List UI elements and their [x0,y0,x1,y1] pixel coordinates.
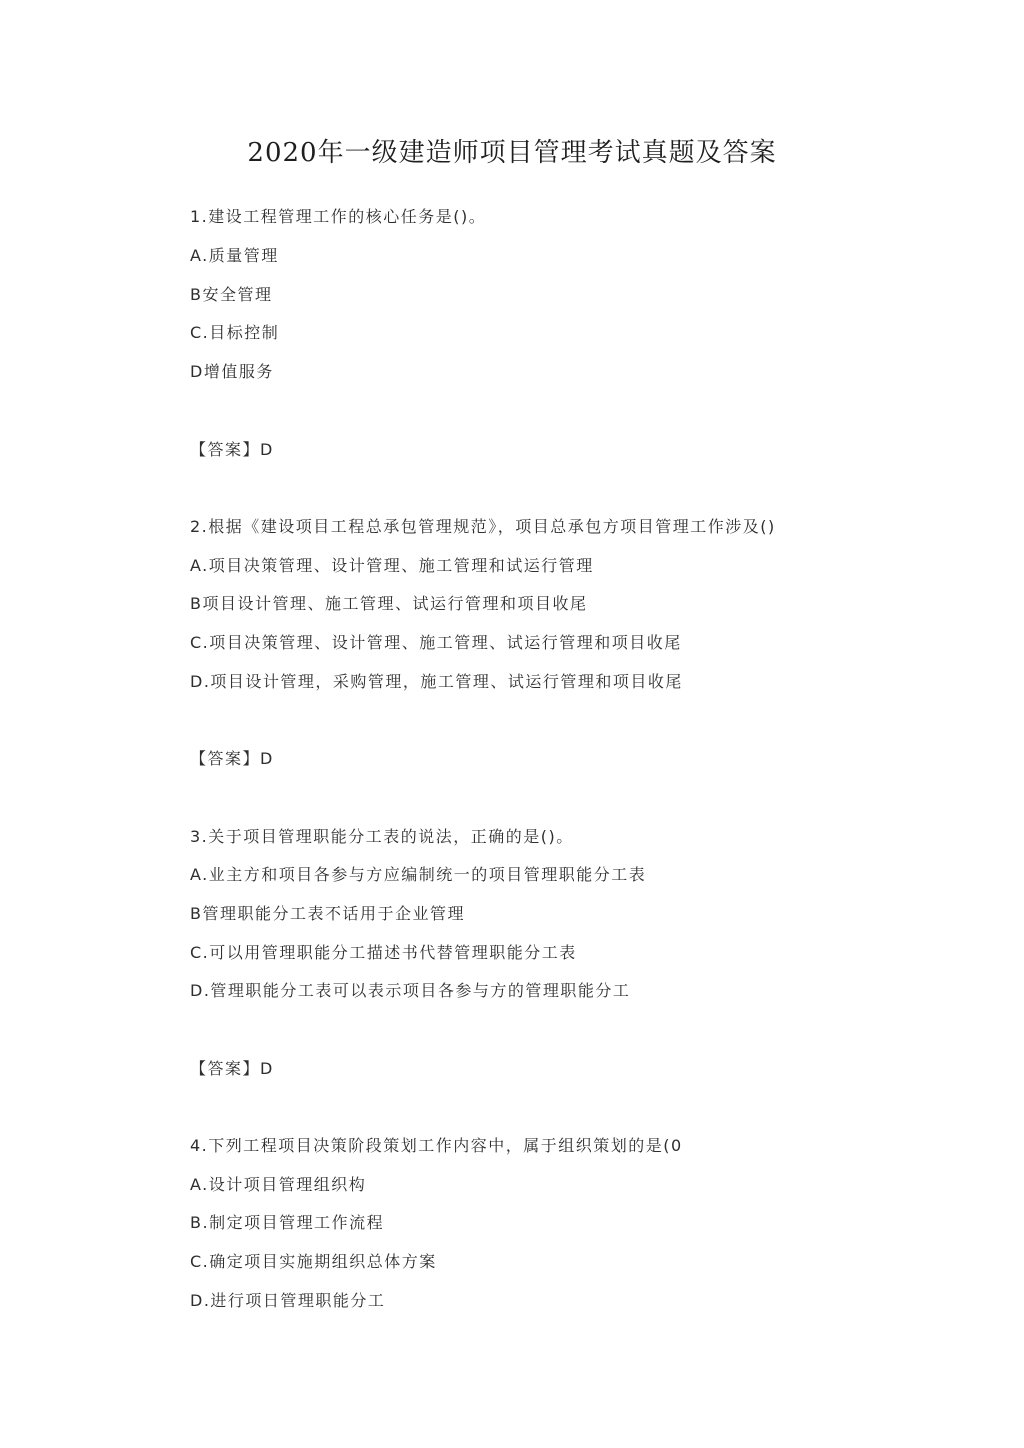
document-title: 2020年一级建造师项目管理考试真题及答案 [247,138,777,168]
question-4-option-d: D.进行项日管理职能分工 [190,1291,386,1310]
question-2-option-b: B项目设计管理、施工管理、试运行管理和项目收尾 [190,594,588,613]
question-4-option-b: B.制定项目管理工作流程 [190,1213,385,1232]
question-3-option-b: B管理职能分工表不话用于企业管理 [190,904,465,923]
question-4-option-a: A.设计项目管理组织构 [190,1175,367,1194]
question-3-option-d: D.管理职能分工表可以表示项目各参与方的管理职能分工 [190,981,631,1000]
question-3-answer: 【答案】D [190,1059,274,1078]
question-1-option-b: B安全管理 [190,285,273,304]
question-3-option-c: C.可以用管理职能分工描述书代替管理职能分工表 [190,943,577,962]
question-2-option-a: A.项目决策管理、设计管理、施工管理和试运行管理 [190,556,594,575]
question-2-answer: 【答案】D [190,749,274,768]
question-1-answer: 【答案】D [190,440,274,459]
question-1-option-d: D增值服务 [190,362,274,381]
question-1-option-c: C.目标控制 [190,323,280,342]
question-1-option-a: A.质量管理 [190,246,279,265]
question-2-stem: 2.根据《建设项目工程总承包管理规范》，项目总承包方项目管理工作涉及() [190,517,776,536]
question-1-stem: 1.建设工程管理工作的核心任务是()。 [190,207,487,226]
question-2-option-d: D.项目设计管理，采购管理，施工管理、试运行管理和项目收尾 [190,672,683,691]
question-3-stem: 3.关于项目管理职能分工表的说法，正确的是()。 [190,827,574,846]
question-4-stem: 4.下列工程项目决策阶段策划工作内容中，属于组织策划的是(0 [190,1136,683,1155]
question-4-option-c: C.确定项目实施期组织总体方案 [190,1252,437,1271]
question-2-option-c: C.项目决策管理、设计管理、施工管理、试运行管理和项目收尾 [190,633,682,652]
question-3-option-a: A.业主方和项目各参与方应编制统一的项目管理职能分工表 [190,865,647,884]
